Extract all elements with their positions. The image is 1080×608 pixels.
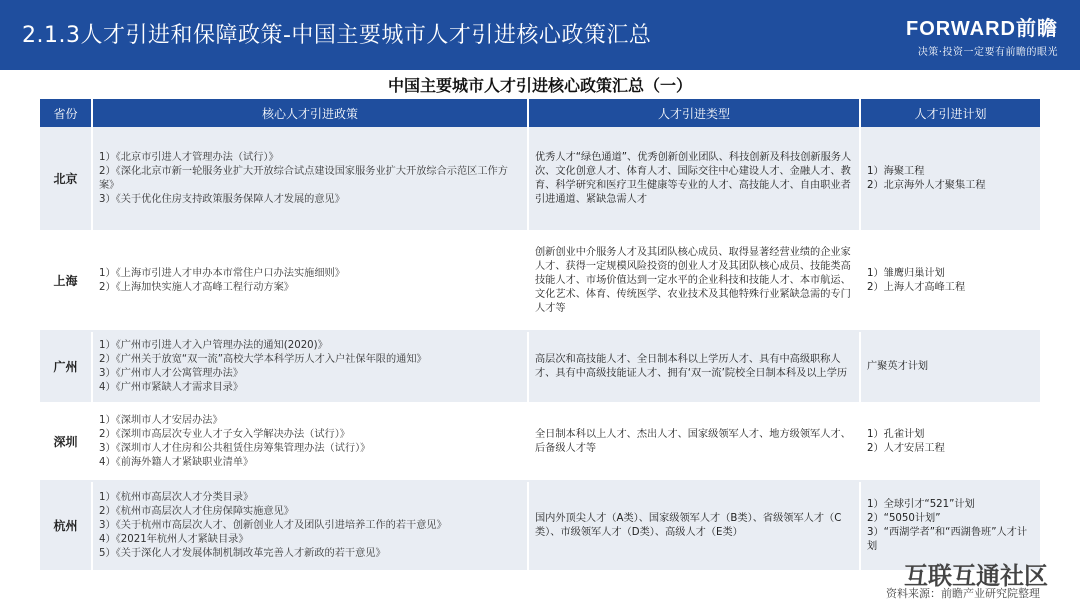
plan-item: 1）海聚工程 [867,165,925,177]
plans-cell [860,331,1040,403]
policy-item: 3）《广州市人才公寓管理办法》 [99,368,244,379]
policies-cell [92,127,528,231]
policies-cell [92,481,528,571]
city-cell: 杭州 [40,481,92,571]
table-row-hangzhou [40,481,1040,571]
table-row-shanghai [40,231,1040,331]
logo-wordmark: FORWARD前瞻 [906,18,1058,40]
types-cell [528,231,860,331]
plan-item: 2）人才安居工程 [867,443,945,454]
plan-item: 2）上海人才高峰工程 [867,282,966,293]
plan-item: 广聚英才计划 [867,361,929,372]
types-cell [528,331,860,403]
policy-item: 1）《深圳市人才安居办法》 [99,415,223,426]
types-text: 全日制本科以上人才、杰出人才、国家级领军人才、地方级领军人才、后备级人才等 [535,429,851,454]
policy-item: 3）《关于杭州市高层次人才、创新创业人才及团队引进培养工作的若干意见》 [99,520,447,531]
types-text: 创新创业中介服务人才及其团队核心成员、取得显著经营业绩的企业家人才、获得一定规模风险投资的创业人才及其团队核心成员、技能类高技能人才、市场价值达到一定水平的企业科技和技能人才、本市航运、文化艺术、体育、传统医学、农业技术及其他特殊行业紧缺急需的专门人才等 [535,247,851,314]
logo-tagline: 决策·投资一定要有前瞻的眼光 [917,47,1058,58]
types-cell [528,127,860,231]
plan-item: 2）“5050计划” [867,513,941,524]
types-text: 高层次和高技能人才、全日制本科以上学历人才、具有中高级职称人才、具有中高级技能证人才、拥有‘双一流’院校全日制本科及以上学历 [535,354,848,379]
policy-item: 2）《广州关于放宽“双一流”高校大学本科学历人才入户社保年限的通知》 [99,354,427,365]
policies-cell [92,231,528,331]
policy-item: 1）《北京市引进人才管理办法（试行）》 [99,151,279,163]
plans-cell [860,127,1040,231]
types-cell [528,403,860,481]
policies-cell [92,403,528,481]
column-header-policies: 核心人才引进政策 [92,99,528,127]
types-text: 优秀人才“绿色通道”、优秀创新创业团队、科技创新及科技创新服务人次、文化创意人才、体育人才、国际交往中心建设人才、金融人才、教育、科学研究和医疗卫生健康等专业的人才、高技能人才、自由职业者引进通道、紧缺急需人才 [535,151,852,205]
table-header-row [40,99,1040,127]
types-text: 国内外顶尖人才（A类）、国家级领军人才（B类）、省级领军人才（C类）、市级领军人才（D类）、高级人才（E类） [535,513,842,538]
policy-item: 1）《广州市引进人才入户管理办法的通知(2020)》 [99,340,328,351]
city-cell: 广州 [40,331,92,403]
source-note: 资料来源：前瞻产业研究院整理 [886,587,1040,600]
policy-item: 2）《深圳市高层次专业人才子女入学解决办法（试行）》 [99,429,350,440]
types-cell [528,481,860,571]
policy-item: 1）《杭州市高层次人才分类目录》 [99,492,254,503]
plan-item: 1）孔雀计划 [867,429,925,440]
city-cell: 北京 [40,127,92,231]
city-cell: 深圳 [40,403,92,481]
plan-item: 1）雏鹰归巢计划 [867,268,945,279]
plan-item: 1）全球引才“521”计划 [867,499,975,510]
table-row-beijing [40,127,1040,231]
table-row-shenzhen [40,403,1040,481]
community-watermark: 互联互通社区 [904,562,1048,590]
plan-item: 3）“西湖学者”和“西湖鲁班”人才计划 [867,527,1028,552]
column-header-plans: 人才引进计划 [860,99,1040,127]
page-title: 2.1.3人才引进和保障政策-中国主要城市人才引进核心政策汇总 [22,23,652,48]
plans-cell [860,231,1040,331]
city-cell: 上海 [40,231,92,331]
policy-item: 5）《关于深化人才发展体制机制改革完善人才新政的若干意见》 [99,548,386,559]
plan-item: 2）北京海外人才聚集工程 [867,179,986,191]
policy-item: 3）《关于优化住房支持政策服务保障人才发展的意见》 [99,193,345,205]
policy-item: 2）《深化北京市新一轮服务业扩大开放综合试点建设国家服务业扩大开放综合示范区工作方案》 [99,165,508,191]
header-bar [0,0,1080,70]
column-header-types: 人才引进类型 [528,99,860,127]
policy-item: 1）《上海市引进人才申办本市常住户口办法实施细则》 [99,268,345,279]
policy-item: 2）《上海加快实施人才高峰工程行动方案》 [99,282,294,293]
policy-item: 4）《广州市紧缺人才需求目录》 [99,382,244,393]
plans-cell [860,403,1040,481]
brand-logo [906,12,1058,58]
policy-table [40,99,1040,572]
policy-item: 3）《深圳市人才住房和公共租赁住房筹集管理办法（试行）》 [99,443,371,454]
policies-cell [92,331,528,403]
policy-item: 2）《杭州市高层次人才住房保障实施意见》 [99,506,294,517]
policy-item: 4）《前海外籍人才紧缺职业清单》 [99,457,254,468]
table-row-guangzhou [40,331,1040,403]
policy-item: 4）《2021年杭州人才紧缺目录》 [99,534,249,545]
table-title: 中国主要城市人才引进核心政策汇总（一） [387,76,692,95]
column-header-province: 省份 [40,99,92,127]
